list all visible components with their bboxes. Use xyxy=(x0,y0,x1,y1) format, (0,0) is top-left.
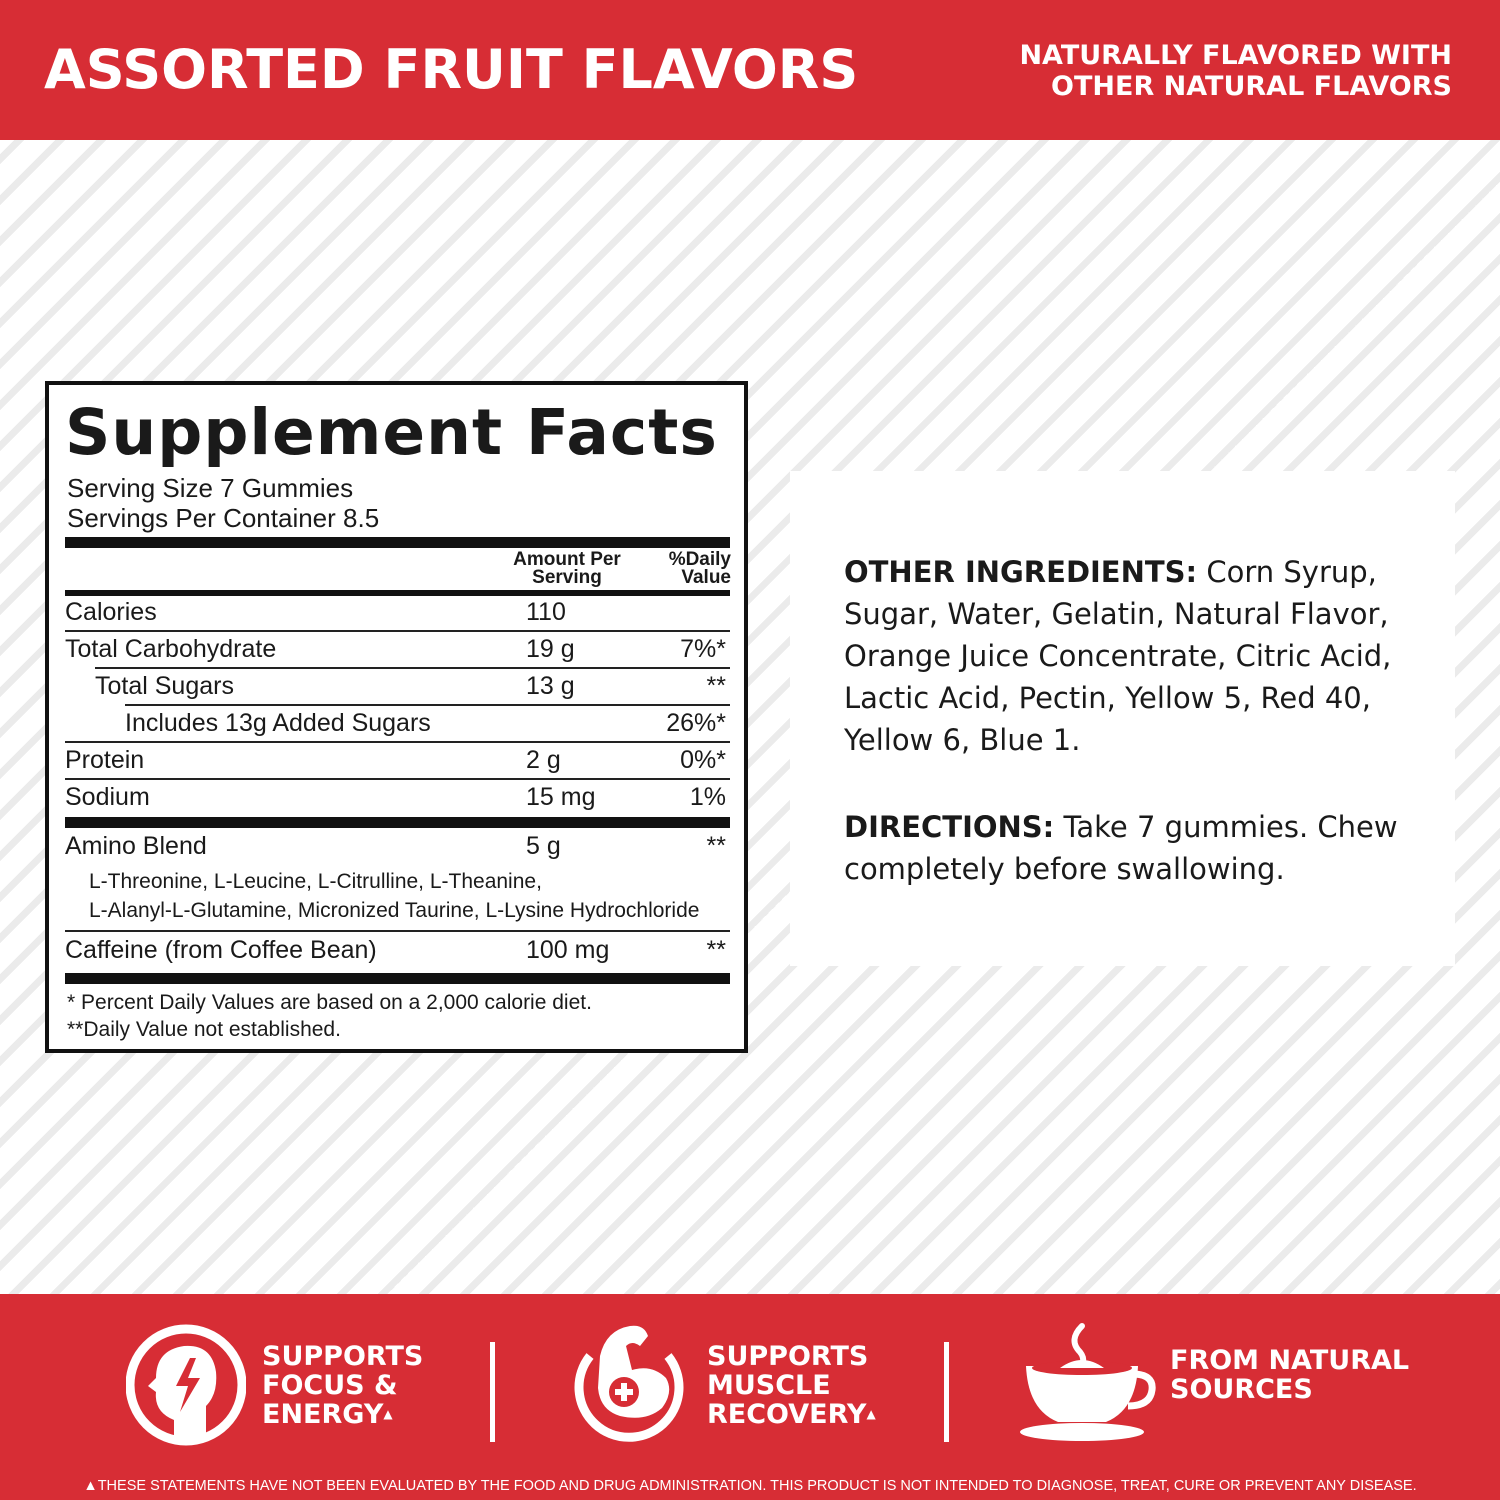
feature-line: FROM NATURAL xyxy=(1170,1345,1410,1376)
feature-divider xyxy=(490,1342,495,1442)
nutrient-label: Calories xyxy=(65,598,157,626)
feature-line: MUSCLE xyxy=(707,1370,831,1401)
nutrient-label: Sodium xyxy=(65,783,150,811)
blend-dv: ** xyxy=(706,832,726,860)
medium-divider xyxy=(65,590,730,596)
nutrient-amount: 2 g xyxy=(526,746,561,774)
dv-header-line1: %Daily xyxy=(668,549,731,570)
serving-size: Serving Size 7 Gummies xyxy=(67,473,354,503)
row-divider xyxy=(65,930,730,932)
feature-text xyxy=(262,1342,423,1429)
thick-divider xyxy=(65,537,730,548)
amount-header-line2: Serving xyxy=(532,567,602,588)
thick-divider xyxy=(65,973,730,984)
feature-line: SUPPORTS xyxy=(262,1341,424,1372)
thick-divider xyxy=(65,817,730,828)
feature-muscle-recovery xyxy=(570,1320,900,1450)
caffeine-amount: 100 mg xyxy=(526,936,610,964)
nutrient-dv: ** xyxy=(706,672,726,700)
nutrient-amount: 15 mg xyxy=(526,783,596,811)
amount-per-serving-header xyxy=(507,551,627,587)
caffeine-label: Caffeine (from Coffee Bean) xyxy=(65,936,377,964)
other-ingredients-label: OTHER INGREDIENTS: xyxy=(844,555,1198,589)
top-banner xyxy=(0,0,1500,140)
flexed-arm-icon xyxy=(570,1316,690,1456)
blend-ingredients-line2: L-Alanyl-L-Glutamine, Micronized Taurine, L-Lysine Hydrochloride xyxy=(89,899,700,922)
blend-ingredients-line1: L-Threonine, L-Leucine, L-Citrulline, L-Theanine, xyxy=(89,870,542,893)
nutrient-amount: 110 xyxy=(526,598,566,626)
servings-per-container: Servings Per Container 8.5 xyxy=(67,503,380,533)
blend-amount: 5 g xyxy=(526,832,561,860)
row-divider xyxy=(65,630,730,632)
feature-text xyxy=(707,1342,876,1429)
nutrient-label: Total Carbohydrate xyxy=(65,635,277,663)
amount-header-line1: Amount Per xyxy=(513,549,621,570)
nutrient-amount: 19 g xyxy=(526,635,575,663)
flavor-note-line2: OTHER NATURAL FLAVORS xyxy=(1051,71,1452,102)
feature-line: RECOVERY xyxy=(707,1399,867,1430)
triangle-mark: ▲ xyxy=(866,1407,876,1421)
nutrient-dv: 1% xyxy=(689,783,726,811)
fda-disclaimer: ▲THESE STATEMENTS HAVE NOT BEEN EVALUATED BY THE FOOD AND DRUG ADMINISTRATION. THIS PRODUCT IS NOT INTENDED TO DIAGNOSE, TREAT, CURE OR PREVENT ANY DISEASE. xyxy=(83,1478,1417,1494)
row-divider xyxy=(65,778,730,780)
flavor-note-line1: NATURALLY FLAVORED WITH xyxy=(1019,40,1452,71)
triangle-mark: ▲ xyxy=(383,1407,393,1421)
footnote-percent-dv: * Percent Daily Values are based on a 2,000 calorie diet. xyxy=(67,991,592,1014)
directions-text: Take 7 gummies. Chew completely before swallowing. xyxy=(844,810,1398,886)
bottom-banner xyxy=(0,1294,1500,1500)
nutrient-dv: 7%* xyxy=(680,635,726,663)
row-divider xyxy=(65,741,730,743)
other-ingredients xyxy=(844,551,1424,761)
row-divider xyxy=(125,704,730,706)
directions xyxy=(844,806,1424,890)
feature-natural-sources xyxy=(1020,1320,1410,1450)
feature-line: SOURCES xyxy=(1170,1374,1313,1405)
row-divider xyxy=(95,667,730,669)
directions-label: DIRECTIONS: xyxy=(844,810,1055,844)
facts-heading: Supplement Facts xyxy=(65,396,718,469)
feature-divider xyxy=(944,1342,949,1442)
nutrient-label: Total Sugars xyxy=(95,672,234,700)
flavor-note xyxy=(932,40,1452,102)
daily-value-header xyxy=(649,551,731,587)
feature-focus-energy xyxy=(126,1320,456,1450)
nutrient-label: Includes 13g Added Sugars xyxy=(125,709,431,737)
footnote-dv-not-established: **Daily Value not established. xyxy=(67,1018,341,1041)
ingredients-panel xyxy=(790,471,1455,966)
caffeine-dv: ** xyxy=(706,936,726,964)
nutrient-label: Protein xyxy=(65,746,145,774)
nutrient-dv: 0%* xyxy=(680,746,726,774)
dv-header-line2: Value xyxy=(681,567,731,588)
head-lightning-icon xyxy=(126,1320,246,1450)
blend-label: Amino Blend xyxy=(65,832,207,860)
nutrient-dv: 26%* xyxy=(666,709,726,737)
coffee-cup-icon xyxy=(1020,1318,1160,1448)
flavor-title: ASSORTED FRUIT FLAVORS xyxy=(44,38,859,101)
feature-line: ENERGY xyxy=(262,1399,384,1430)
nutrient-amount: 13 g xyxy=(526,672,575,700)
feature-line: SUPPORTS xyxy=(707,1341,869,1372)
feature-line: FOCUS & xyxy=(262,1370,398,1401)
supplement-facts-panel xyxy=(45,381,748,1053)
other-ingredients-text: Corn Syrup, Sugar, Water, Gelatin, Natural Flavor, Orange Juice Concentrate, Citric Acid, Lactic Acid, Pectin, Yellow 5, Red 40, Yellow 6, Blue 1. xyxy=(844,555,1392,757)
feature-text xyxy=(1170,1346,1409,1404)
